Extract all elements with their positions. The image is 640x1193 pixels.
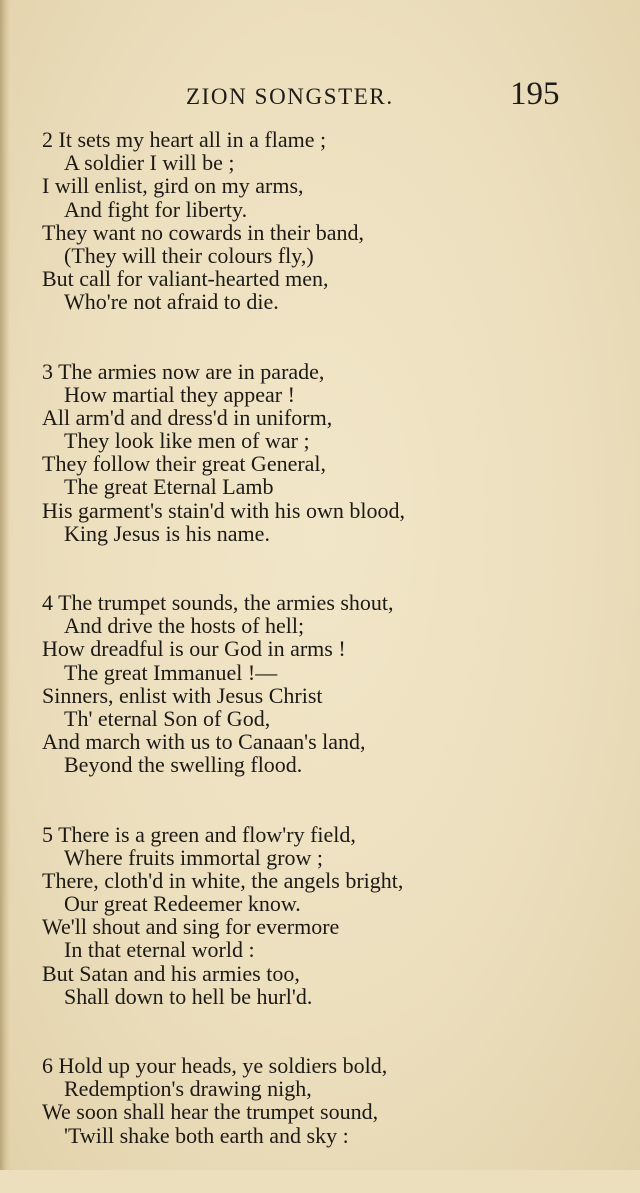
- stanza-line: Redemption's drawing nigh,: [64, 1076, 312, 1102]
- stanza-line: Sinners, enlist with Jesus Christ: [42, 682, 323, 708]
- stanza-line: 2 It sets my heart all in a flame ;: [42, 127, 327, 152]
- stanza: [0, 591, 640, 777]
- hymn-text: [0, 128, 640, 1193]
- page-number: 195: [510, 76, 560, 112]
- stanza-line: Beyond the swelling flood.: [64, 752, 303, 778]
- stanza-line: The great Immanuel !—: [64, 659, 278, 685]
- stanza-line: We soon shall hear the trumpet sound,: [42, 1099, 379, 1125]
- stanza-line: They follow their great General,: [42, 451, 327, 477]
- stanza-line: 'Twill shake both earth and sky :: [64, 1122, 349, 1148]
- stanza-line: King Jesus is his name.: [64, 520, 270, 546]
- stanza-line: 6 Hold up your heads, ye soldiers bold,: [42, 1053, 388, 1078]
- stanza-line: Shall down to hell be hurl'd.: [64, 983, 313, 1009]
- stanza-line: (They will their colours fly,): [64, 242, 314, 268]
- stanza-line: 5 There is a green and flow'ry field,: [42, 821, 356, 847]
- stanza-line: There, cloth'd in white, the angels bright,: [42, 867, 404, 893]
- stanza-line: They want no cowards in their band,: [42, 219, 364, 245]
- stanza-line: The great Eternal Lamb: [64, 474, 274, 500]
- stanza-line: 3 The armies now are in parade,: [42, 358, 325, 384]
- stanza-line: All arm'd and dress'd in uniform,: [42, 404, 333, 430]
- stanza-line: And fight for liberty.: [64, 196, 248, 222]
- stanza-line: But Satan and his armies too,: [42, 960, 300, 986]
- stanza-line: They look like men of war ;: [64, 428, 310, 454]
- stanza-line: I will enlist, gird on my arms,: [42, 173, 304, 199]
- stanza-line: But call for valiant-hearted men,: [42, 266, 329, 292]
- stanza-line: In that eternal world :: [64, 937, 255, 963]
- stanza-line: Where fruits immortal grow ;: [64, 844, 324, 870]
- stanza: [0, 823, 640, 1009]
- stanza-line: A soldier I will be ;: [64, 150, 235, 176]
- stanza-line: We'll shout and sing for evermore: [42, 914, 340, 940]
- stanza-line: And drive the hosts of hell;: [64, 613, 305, 639]
- stanza-line: How dreadful is our God in arms !: [42, 636, 346, 662]
- stanza: [0, 128, 640, 314]
- stanza-line: And march with us to Canaan's land,: [42, 729, 366, 755]
- stanza: [0, 1054, 640, 1147]
- running-title: ZION SONGSTER.: [186, 84, 394, 109]
- stanza-line: How martial they appear !: [64, 381, 295, 407]
- stanza-line: 4 The trumpet sounds, the armies shout,: [42, 590, 394, 615]
- stanza-line: Who're not afraid to die.: [64, 289, 279, 315]
- stanza: [0, 360, 640, 546]
- stanza-line: His garment's stain'd with his own blood,: [42, 497, 405, 523]
- stanza-line: Our great Redeemer know.: [64, 891, 301, 917]
- stanza-line: Th' eternal Son of God,: [64, 705, 271, 731]
